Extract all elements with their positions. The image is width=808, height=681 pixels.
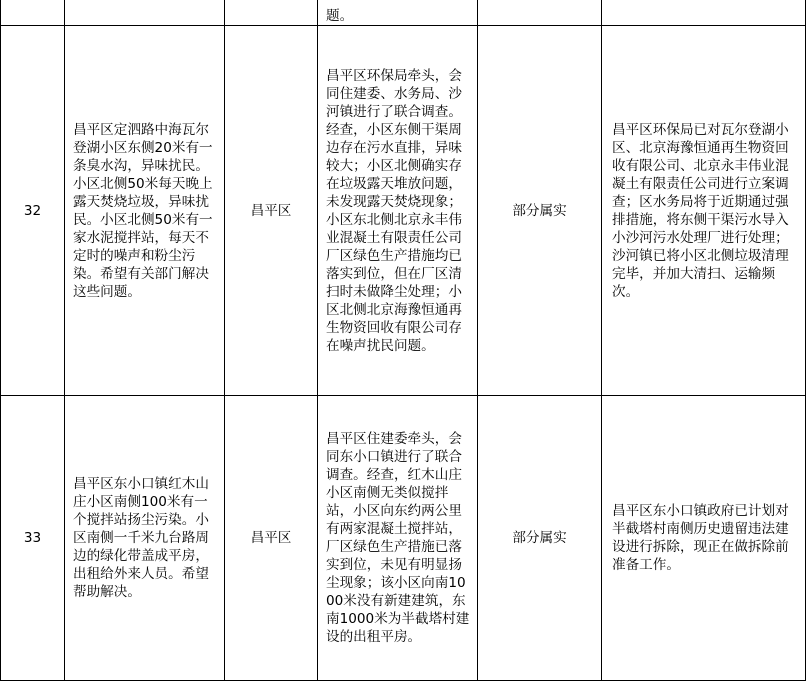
- investigation-cell: 昌平区住建委牵头，会同东小口镇进行了联合调查。经查，红木山庄小区南侧无类似搅拌站，小区向东约两公里有两家混凝土搅拌站，厂区绿色生产措施已落实到位，未见有明显扬尘现象；该小区向南1000米没有新建建筑，东南1000米为半截塔村建设的出租平房。: [318, 396, 478, 681]
- district-cell: 昌平区: [225, 396, 318, 681]
- row-number-cell: 33: [1, 396, 65, 681]
- result-cell: [478, 0, 602, 26]
- action-cell: 昌平区东小口镇政府已计划对半截塔村南侧历史遗留违法建设进行拆除，现正在做拆除前准备工作。: [602, 396, 806, 681]
- table-row: [1, 396, 806, 681]
- investigation-cell: 昌平区环保局牵头，会同住建委、水务局、沙河镇进行了联合调查。经查，小区东侧干渠周边存在污水直排，异味较大；小区北侧确实存在垃圾露天堆放问题，未发现露天焚烧现象；小区东北侧北京永丰伟业混凝土有限责任公司厂区绿色生产措施均已落实到位，但在厂区清扫时未做降尘处理；小区北侧北京海豫恒通再生物资回收有限公司存在噪声扰民问题。: [318, 26, 478, 396]
- action-cell: 昌平区环保局已对瓦尔登湖小区、北京海豫恒通再生物资回收有限公司、北京永丰伟业混凝土有限责任公司进行立案调查；区水务局将于近期通过强排措施，将东侧干渠污水导入小沙河污水处理厂进行处理；沙河镇已将小区北侧垃圾清理完毕，并加大清扫、运输频次。: [602, 26, 806, 396]
- action-cell: [602, 0, 806, 26]
- table-row: [1, 0, 806, 26]
- issue-cell: 昌平区东小口镇红木山庄小区南侧100米有一个搅拌站扬尘污染。小区南侧一千米九台路周边的绿化带盖成平房，出租给外来人员。希望帮助解决。: [65, 396, 225, 681]
- district-cell: 昌平区: [225, 26, 318, 396]
- row-number-cell: [1, 0, 65, 26]
- district-cell: [225, 0, 318, 26]
- investigation-cell: 题。: [318, 0, 478, 26]
- table-row: [1, 26, 806, 396]
- issue-cell: 昌平区定泗路中海瓦尔登湖小区东侧20米有一条臭水沟，异味扰民。小区北侧50米每天晚上露天焚烧垃圾，异味扰民。小区北侧50米有一家水泥搅拌站，每天不定时的噪声和粉尘污染。希望有关部门解决这些问题。: [65, 26, 225, 396]
- row-number-cell: 32: [1, 26, 65, 396]
- result-cell: 部分属实: [478, 26, 602, 396]
- result-cell: 部分属实: [478, 396, 602, 681]
- issue-cell: [65, 0, 225, 26]
